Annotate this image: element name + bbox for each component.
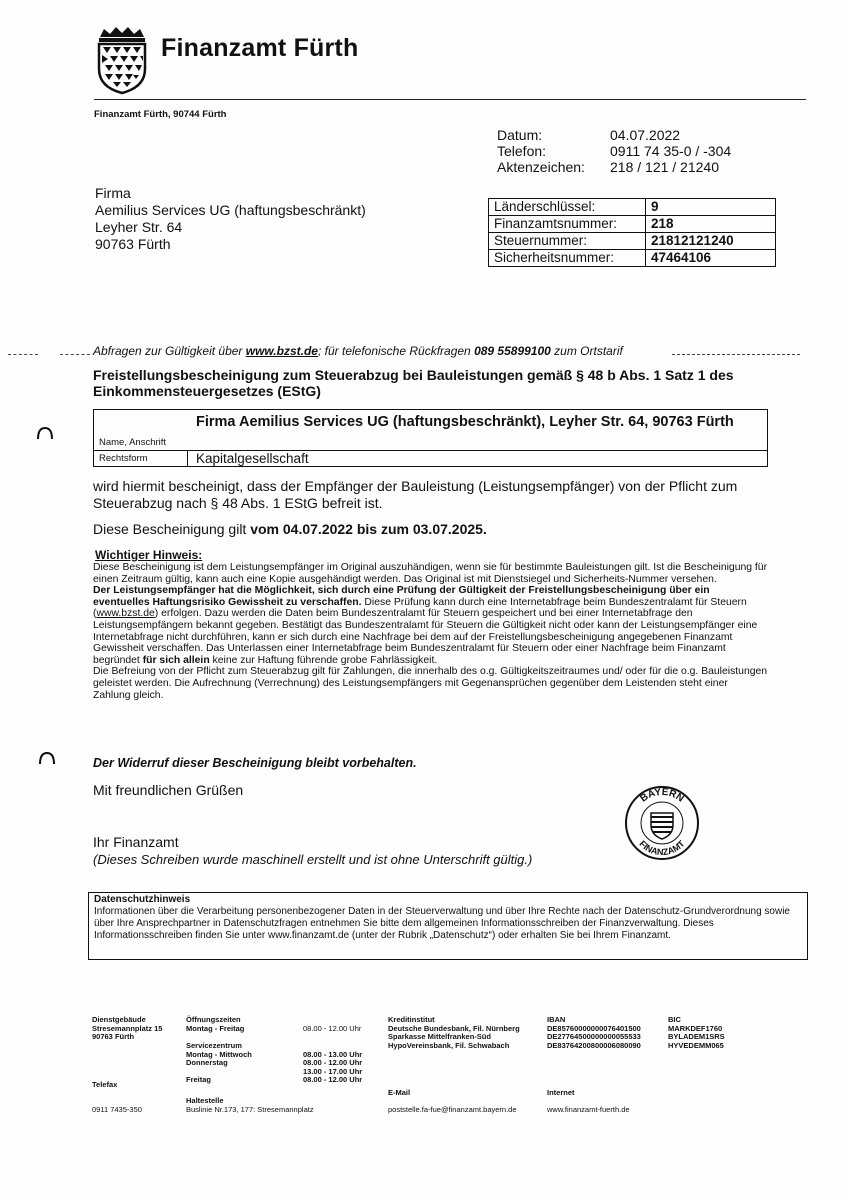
- table-row: [489, 233, 776, 250]
- box-divider: [94, 450, 767, 451]
- footer-service-times: [303, 1051, 362, 1085]
- notice-title: Wichtiger Hinweis:: [95, 548, 203, 562]
- footer-heading: E-Mail: [388, 1088, 411, 1097]
- recipient-line: Leyher Str. 64: [95, 219, 183, 235]
- seal-text-top: BAYERN: [638, 786, 686, 805]
- legal-form-label: Rechtsform: [99, 453, 148, 464]
- punch-hole-mark-icon: [38, 750, 56, 766]
- footer-value: Montag - Mittwoch: [186, 1049, 252, 1059]
- dashed-rule: [60, 354, 90, 355]
- privacy-text: Informationen über die Verarbeitung personenbezogener Daten in der Steuerverwaltung und über Ihre Rechte nach der Datenschutz-Grundverordnung sowie über Ihre Ansprechpartner in Datenschutzfragen entnehmen Sie bitte dem allgemeinen Informationsschreiben der Finanzverwaltung. Dieses Informationsschreiben finden Sie unter www.finanzamt.de (unter der Rubrik „Datenschutz“) oder erhalten Sie bei Ihrem Finanzamt.: [94, 906, 790, 941]
- validity-dates: vom 04.07.2022 bis zum 03.07.2025.: [250, 521, 487, 537]
- footer-bic: [668, 1016, 725, 1050]
- footer-heading: Kreditinstitut: [388, 1015, 435, 1024]
- privacy-title: Datenschutzhinweis: [94, 894, 191, 905]
- name-address-label: Name, Anschrift: [99, 437, 167, 448]
- legal-form-value: Kapitalgesellschaft: [196, 451, 309, 466]
- letter-meta: [497, 127, 731, 175]
- box-divider: [187, 450, 188, 466]
- footer-value: 13.00 - 17.00 Uhr: [303, 1066, 363, 1076]
- footer-value: DE85760000000076401500: [547, 1023, 641, 1033]
- query-text: ; für telefonische Rückfragen: [317, 344, 475, 358]
- footer-value: HypoVereinsbank, Fil. Schwabach: [388, 1040, 510, 1050]
- header-divider: [94, 99, 806, 100]
- notice-paragraph: [93, 585, 768, 666]
- company-details-box: [93, 409, 768, 467]
- table-row: [489, 250, 776, 267]
- return-address: Finanzamt Fürth, 90744 Fürth: [94, 109, 227, 120]
- footer-email: [388, 1089, 517, 1115]
- footer-value: DE27764500000000055533: [547, 1032, 641, 1041]
- tax-id-label: Finanzamtsnummer:: [489, 216, 646, 233]
- notice-text: Diese Prüfung kann durch eine Internetabfrage beim Bundeszentralamt für Steuern (: [93, 596, 747, 620]
- recipient-line: Firma: [95, 185, 131, 201]
- footer-heading: IBAN: [547, 1015, 566, 1024]
- meta-label: Aktenzeichen:: [497, 159, 585, 175]
- footer-iban: [547, 1016, 641, 1050]
- fold-mark: [8, 354, 38, 355]
- meta-row-date: [497, 127, 731, 143]
- footer-heading: Internet: [547, 1088, 575, 1097]
- punch-hole-mark-icon: [36, 425, 54, 441]
- footer-value: 08.00 - 13.00 Uhr: [303, 1049, 363, 1059]
- footer-value: MARKDEF1760: [668, 1023, 723, 1033]
- footer-banks: [388, 1016, 520, 1050]
- verification-info: [93, 344, 623, 358]
- dashed-rule: [672, 354, 800, 355]
- footer-service-center: [186, 1042, 252, 1085]
- privacy-notice-box: [88, 892, 808, 960]
- footer-value: Deutsche Bundesbank, Fil. Nürnberg: [388, 1023, 520, 1033]
- recipient-line: 90763 Fürth: [95, 236, 171, 252]
- table-row: [489, 199, 776, 216]
- tax-id-value: 218: [646, 216, 776, 233]
- bavarian-coat-of-arms-logo: [94, 25, 150, 95]
- notice-paragraph: Diese Bescheinigung ist dem Leistungsempfänger im Original auszuhändigen, wenn sie für bestimmte Bauleistungen gilt. Ist die Bescheinigung für einen Zeitraum gültig, kann auch eine Kopie ausgehändigt werden. Das Original ist mit Dienstsiegel und Sicherheits-Nummer versehen.: [93, 562, 768, 585]
- meta-value: 218 / 121 / 21240: [610, 159, 719, 175]
- footer-heading: Öffnungszeiten: [186, 1015, 241, 1024]
- closing-greeting: Mit freundlichen Grüßen: [93, 782, 244, 798]
- phone-number: 089 55899100: [474, 344, 551, 358]
- footer-value: BYLADEM1SRS: [668, 1032, 725, 1041]
- footer-heading: BIC: [668, 1015, 681, 1024]
- notice-emphasis: für sich allein: [142, 654, 210, 666]
- validity-prefix: Diese Bescheinigung gilt: [93, 521, 251, 537]
- tax-id-table: [488, 198, 776, 267]
- meta-row-reference: [497, 159, 731, 175]
- signoff: Ihr Finanzamt: [93, 834, 179, 850]
- tax-id-value: 21812121240: [646, 233, 776, 250]
- official-seal: [624, 785, 700, 861]
- footer-value: 90763 Fürth: [92, 1032, 135, 1041]
- query-text: zum Ortstarif: [550, 344, 623, 358]
- footer-heading: Haltestelle: [186, 1096, 224, 1105]
- footer-value: Buslinie Nr.173, 177: Stresemannplatz: [186, 1104, 314, 1114]
- footer-hours-time: 08.00 - 12.00 Uhr: [303, 1024, 362, 1033]
- certification-text: wird hiermit bescheinigt, dass der Empfänger der Bauleistung (Leistungsempfänger) von der Pflicht zum Steuerabzug nach § 48 Abs. 1 EStG befreit ist.: [93, 478, 738, 511]
- meta-row-phone: [497, 143, 731, 159]
- important-notice: [93, 562, 768, 701]
- footer-value: HYVEDEMM065: [668, 1040, 724, 1050]
- notice-emphasis: Der Leistungsempfänger hat die Möglichkeit, sich durch eine Prüfung der Gültigkeit der Freistellungsbescheinigung über ein eventuelles Haftungsrisiko Gewissheit zu verschaffen.: [93, 585, 710, 608]
- email-link[interactable]: poststelle.fa-fue@finanzamt.bayern.de: [388, 1105, 517, 1114]
- footer-fax-number: 0911 7435-350: [92, 1105, 142, 1114]
- table-row: [489, 216, 776, 233]
- seal-text-bottom: FINANZAMT: [637, 838, 687, 858]
- tax-id-label: Steuernummer:: [489, 233, 646, 250]
- recipient-line: Aemilius Services UG (haftungsbeschränkt): [95, 202, 366, 218]
- machine-generated-note: (Dieses Schreiben wurde maschinell erstellt und ist ohne Unterschrift gültig.): [93, 852, 533, 867]
- name-address-value: Firma Aemilius Services UG (haftungsbeschränkt), Leyher Str. 64, 90763 Fürth: [196, 414, 734, 430]
- footer-heading: Dienstgebäude: [92, 1015, 146, 1024]
- revocation-notice: Der Widerruf dieser Bescheinigung bleibt vorbehalten.: [93, 756, 417, 770]
- footer-value: 08.00 - 12.00 Uhr: [303, 1058, 363, 1067]
- footer-value: Sparkasse Mittelfranken-Süd: [388, 1032, 491, 1041]
- footer-internet: [547, 1089, 630, 1115]
- footer-heading: Servicezentrum: [186, 1041, 242, 1050]
- notice-paragraph: Die Befreiung von der Pflicht zum Steuerabzug gilt für Zahlungen, die innerhalb des o.g. Gültigkeitszeitraumes und/ oder für die o.g. Bauleistungen geleistet werden. Die Aufrechnung (Verrechnung) des Leistungsempfängers mit Gegenansprüchen gegenüber dem Leistenden steht einer Zahlung gleich.: [93, 666, 768, 701]
- tax-id-value: 9: [646, 199, 776, 216]
- footer-value: Montag - Freitag: [186, 1023, 245, 1033]
- meta-value: 04.07.2022: [610, 127, 681, 143]
- footer-building: [92, 1016, 162, 1042]
- footer-value: DE83764200800006080090: [547, 1040, 641, 1050]
- footer-value: 08.00 - 12.00 Uhr: [303, 1075, 363, 1084]
- tax-id-value: 47464106: [646, 250, 776, 267]
- office-name: Finanzamt Fürth: [161, 34, 359, 62]
- footer-heading: Telefax: [92, 1080, 118, 1089]
- footer-fax: [92, 1081, 117, 1090]
- certificate-title: Freistellungsbescheinigung zum Steuerabzug bei Bauleistungen gemäß § 48 b Abs. 1 Satz 1 des Einkommensteuergesetzes (EStG): [93, 367, 734, 399]
- validity-period: [93, 521, 487, 537]
- meta-label: Datum:: [497, 127, 543, 143]
- meta-value: 0911 74 35-0 / -304: [610, 143, 732, 159]
- query-text: Abfragen zur Gültigkeit über: [93, 344, 246, 358]
- footer-hours: [186, 1016, 244, 1033]
- bzst-link[interactable]: www.bzst.de: [245, 344, 318, 358]
- meta-label: Telefon:: [497, 143, 547, 159]
- tax-id-label: Sicherheitsnummer:: [489, 250, 646, 267]
- footer-value: Stresemannplatz 15: [92, 1023, 163, 1033]
- website-link[interactable]: www.finanzamt-fuerth.de: [547, 1105, 630, 1114]
- notice-text: keine zur Haftung führende grobe Fahrlässigkeit.: [209, 654, 438, 666]
- footer-value: Freitag: [186, 1075, 212, 1084]
- notice-text: ) erfolgen. Dazu werden die Daten beim Bundeszentralamt für Steuern gespeichert und bei einer Internetabfrage den Leistungsempfängern bekannt gegeben. Bestätigt das Bundeszentralamt für Steuern die Gültigkeit nicht oder kann der Leistungsempfänger eine Internetabfrage nicht durchführen, kann er sich durch eine Nachfrage bei dem auf der Freistellungsbescheinigung angegebenen Finanzamt Gewissheit verschaffen. Das Unterlassen einer Internetabfrage beim Bundeszentralamt für Steuern oder einer Nachfrage beim Finanzamt begründet: [93, 608, 758, 666]
- footer-value: Donnerstag: [186, 1058, 228, 1067]
- bzst-link[interactable]: www.bzst.de: [96, 608, 155, 620]
- tax-id-label: Länderschlüssel:: [489, 199, 646, 216]
- recipient-address: [95, 185, 366, 253]
- footer-bus-stop: [186, 1097, 314, 1114]
